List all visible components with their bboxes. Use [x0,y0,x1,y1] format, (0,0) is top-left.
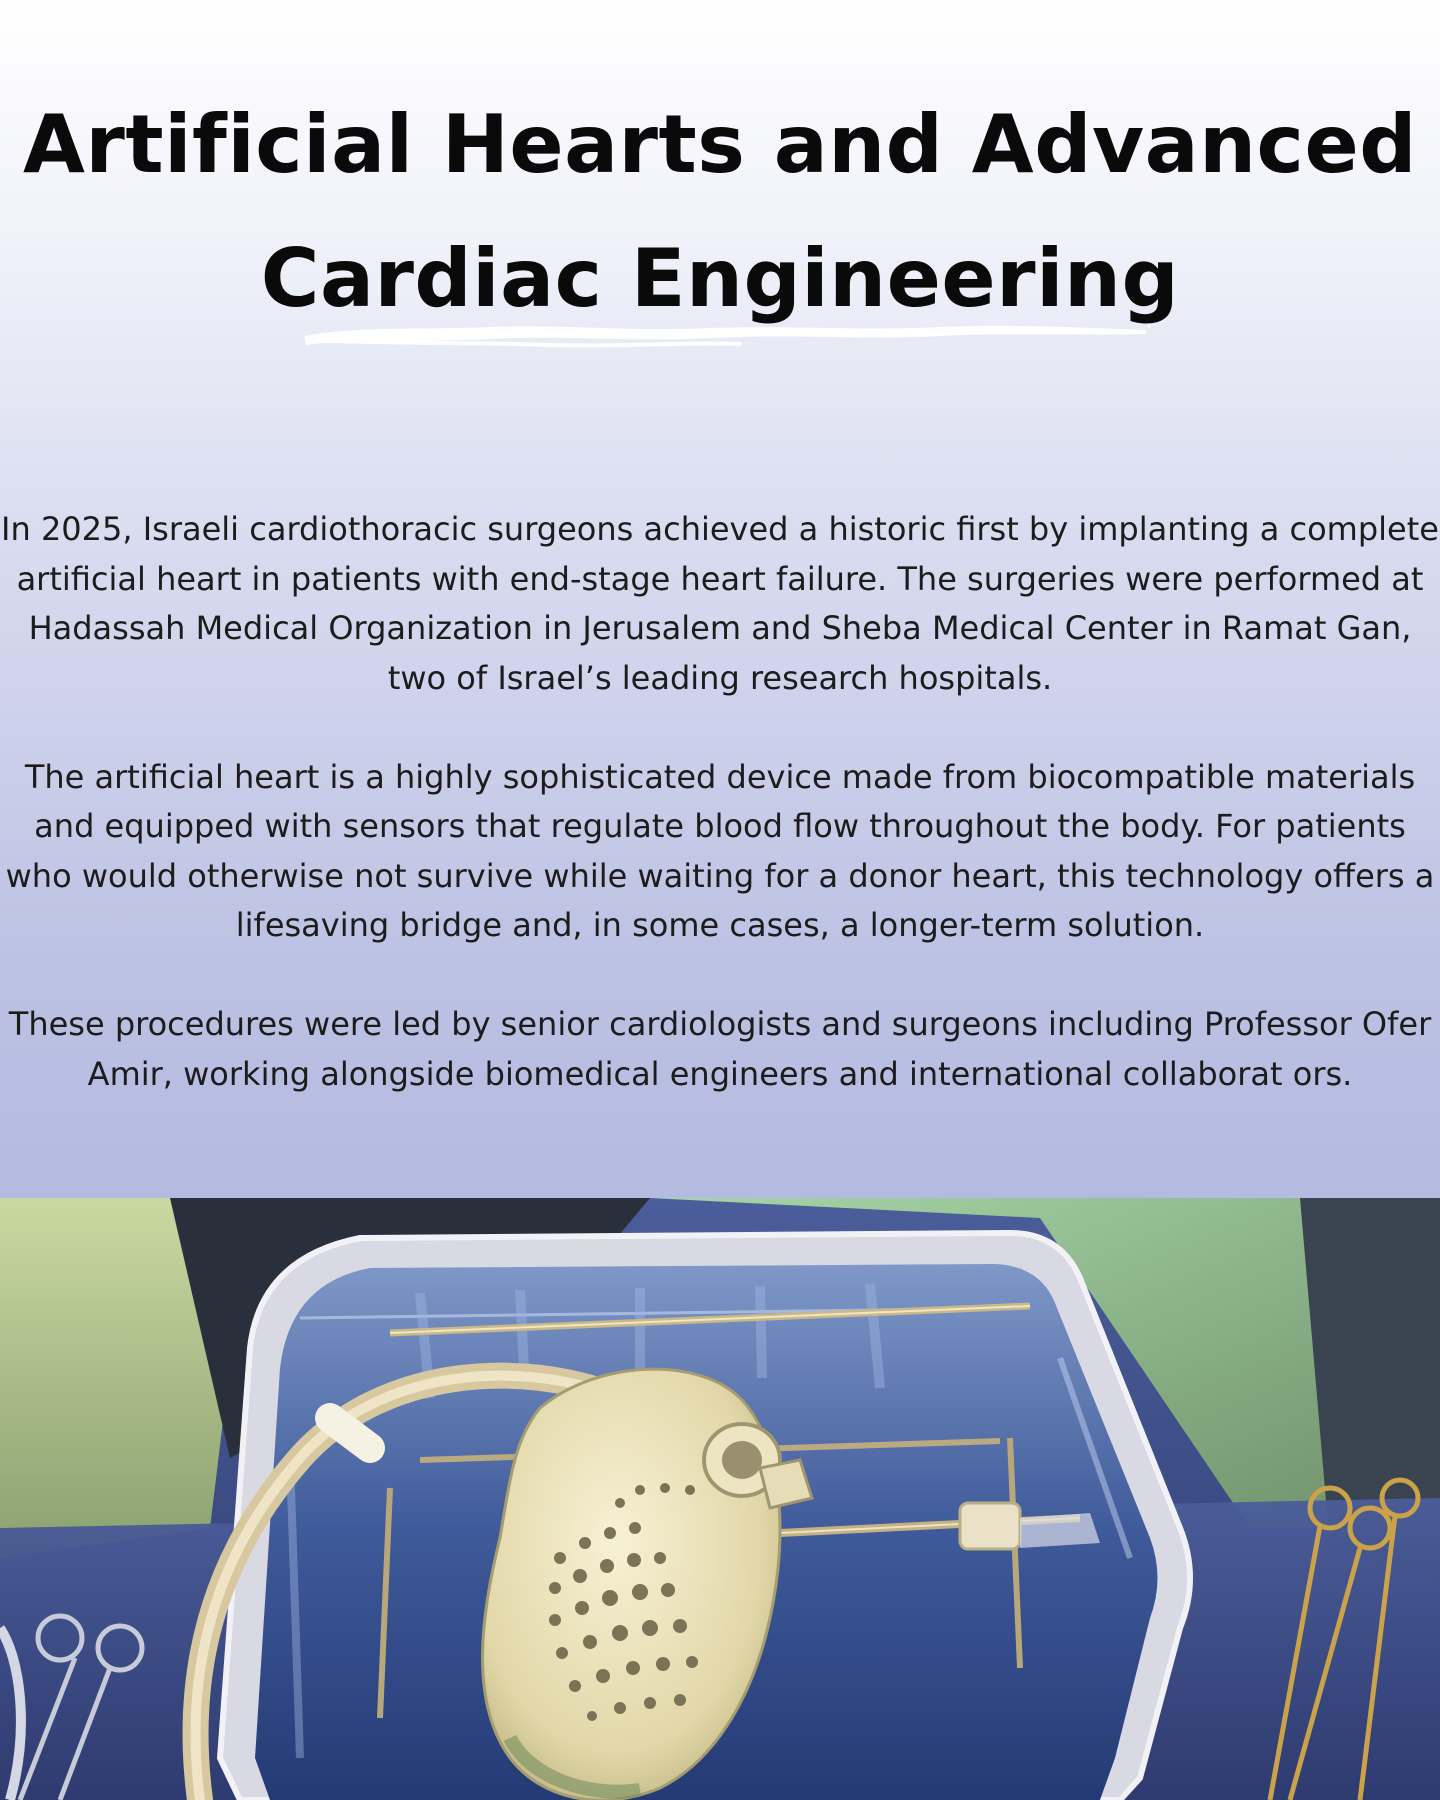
paragraph-1: In 2025, Israeli cardiothoracic surgeons achieved a historic first by implanting a complete artificial heart in patients with end-stage heart failure. The surgeries were performed at Hadassah Medical Organization in Jerusalem and Sheba Medical Center in Ramat Gan, two of Israel’s leading research hospitals. [1,510,1439,697]
artificial-heart-in-sterile-tray-icon [0,1198,1440,1800]
article-body [0,505,1440,1099]
page-title [0,78,1440,346]
paragraph-3: These procedures were led by senior cardiologists and surgeons including Professor Ofer Amir, working alongside biomedical engineers and international collaborat ors. [8,1005,1432,1093]
brush-underline-icon [300,318,1150,352]
paragraph-2: The artificial heart is a highly sophisticated device made from biocompatible materials and equipped with sensors that regulate blood flow throughout the body. For patients who would otherwise not survive while waiting for a donor heart, this technology offers a lifesaving bridge and, in some cases, a longer-term solution. [5,757,1435,944]
title-line-2: Cardiac Engineering [260,232,1180,325]
title-line-1: Artificial Hearts and Advanced [23,98,1417,191]
artificial-heart-photo [0,1198,1440,1800]
